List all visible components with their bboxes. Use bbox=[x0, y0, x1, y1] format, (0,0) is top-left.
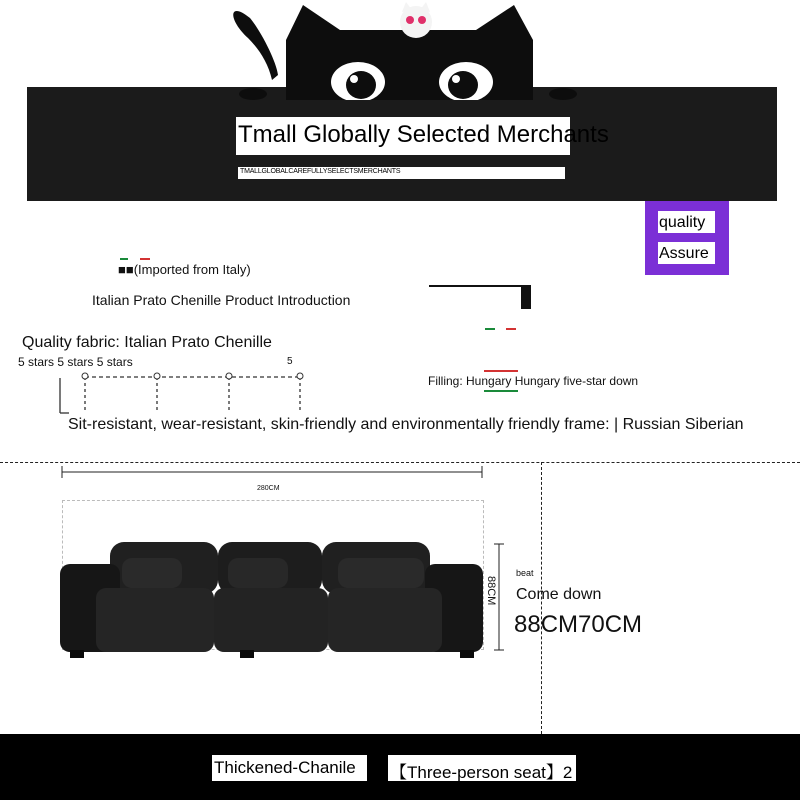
rating-connector bbox=[55, 368, 315, 416]
side-caption: Come down bbox=[516, 586, 602, 603]
flag-mark-green-3 bbox=[484, 390, 518, 392]
features-label: Sit-resistant, wear-resistant, skin-friendly and environmentally friendly frame: | Russian Siberian bbox=[68, 416, 744, 433]
flag-mark-red-2 bbox=[506, 328, 516, 330]
side-dimensions: 88CM70CM bbox=[514, 611, 643, 638]
corner-mark-side bbox=[521, 285, 531, 309]
seat-label: beat bbox=[516, 568, 534, 578]
origin-label: ■■(Imported from Italy) bbox=[118, 262, 251, 277]
flag-mark-red-3 bbox=[484, 370, 518, 372]
page-title: Tmall Globally Selected Merchants bbox=[238, 121, 609, 148]
footer-right-label: 【Three-person seat】2 bbox=[390, 763, 573, 782]
stars-label: 5 stars 5 stars 5 stars bbox=[18, 355, 133, 369]
width-dimension bbox=[58, 462, 488, 482]
intro-heading: Italian Prato Chenille Product Introduction bbox=[92, 292, 351, 308]
cat-mascot-icon bbox=[228, 0, 588, 100]
corner-mark-top bbox=[429, 285, 531, 287]
height-label: 88CM bbox=[485, 576, 497, 606]
flag-mark-red bbox=[140, 258, 150, 260]
sofa-image bbox=[60, 540, 485, 660]
filling-label: Filling: Hungary Hungary five-star down bbox=[428, 374, 639, 388]
fabric-label: Quality fabric: Italian Prato Chenille bbox=[22, 334, 272, 351]
badge-line1: quality bbox=[659, 214, 706, 231]
width-label: 280CM bbox=[257, 485, 280, 492]
flag-mark-green bbox=[120, 258, 128, 260]
page-subtitle: TMALLGLOBALCAREFULLYSELECTSMERCHANTS bbox=[240, 168, 401, 175]
badge-line2: Assure bbox=[659, 245, 709, 262]
flag-mark-green-2 bbox=[485, 328, 495, 330]
stars-extra: 5 bbox=[287, 356, 293, 367]
footer-left-label: Thickened-Chanile bbox=[214, 758, 356, 777]
